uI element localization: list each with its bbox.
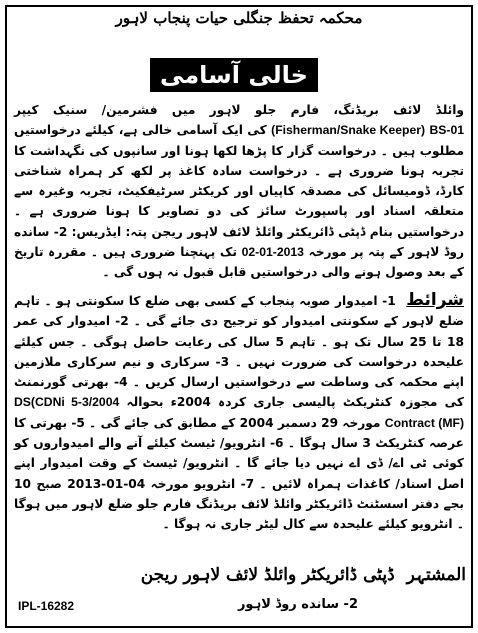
vacancy-title-banner: خالی آسامی <box>150 58 318 92</box>
grade-label: BS-01 <box>429 123 464 138</box>
department-header: محکمہ تحفظ جنگلی حیات پنجاب لاہور <box>115 9 363 27</box>
condition-4b: مورخہ 29 دسمبر 2004 کے مطابق کی جائے گی ۔ <box>89 415 381 430</box>
conditions-section <box>14 290 464 535</box>
advertiser-label: المشتہر <box>406 565 466 585</box>
condition-3: 3- سرکاری و نیم سرکاری ملازمین اپنے محکمہ کی وساطت سے درخواستیں ارسال کریں ۔ <box>14 354 464 390</box>
notice-part-1: وائلڈ لائف بریڈنگ، فارم جلو لاہور میں فشرمین/ سنیک کیپر <box>14 103 464 117</box>
conditions-heading: شرائط <box>406 290 464 310</box>
deadline-date: 02-01-2013 <box>241 245 304 260</box>
condition-5: 5- بھرتی کا عرصہ کنٹریکٹ 3 سال ہوگا ۔ <box>14 415 464 451</box>
condition-6: 6- انٹرویو/ ٹیسٹ کیلئے آنے والے امیدواروں کو کوئی ٹی اے/ ڈی اے نہیں دیا جائے گا ۔ انٹرویو/ ٹیسٹ کے وقت امیدوار اپنے اصل اسناد/ کاغذات ہمراہ لائیں ۔ <box>14 436 464 491</box>
advertiser-name: ڈپٹی ڈائریکٹر وائلڈ لائف لاہور ریجن <box>140 565 395 585</box>
advertiser-address: 2- سانده روڈ لاہور <box>237 597 358 612</box>
notice-part-3: تک پہنچنا ضروری ہیں ۔ مقررہ تاریخ کے بعد وصول ہونے والی درخواستیں قابل قبول نہ ہوں گی ۔ <box>14 245 464 280</box>
condition-2: 2- امیدوار کی عمر 18 تا 25 سال تک ہو ۔ تاہم 5 سال کی رعایت حاصل ہوگی ۔ جس کیلئے علیحدہ درخواست کی ضرورت نہیں ۔ <box>14 314 464 369</box>
policy-reference: DS(CDNi 5-3/2004 Contract (MF) <box>14 395 465 430</box>
condition-1: 1- امیدوار صوبہ پنجاب کے کسی بھی ضلع کا سکونتی ہو ۔ تاہم ضلع لاہور کے سکونتی امیدوار کو ترجیح دی جائے گی ۔ <box>14 294 465 329</box>
advertiser-line <box>12 564 466 585</box>
condition-4a: 4- بھرتی گورنمنٹ کی مجوزہ کنٹریکٹ پالیسی جاری کردہ 2004ء بحوالہ <box>14 375 465 410</box>
post-name-english: (Fisherman/Snake Keeper) <box>271 123 426 138</box>
publication-reference-code: IPL-16282 <box>18 599 75 613</box>
notice-part-2: کی ایک آسامی خالی ہے، کیلئے درخواستیں مطلوب ہیں ۔ درخواست گزار کا پڑھا لکھا ہونا اور سانپوں کی نگہداشت کا تجربہ ہونا ضروری ہے ۔ درخواست سادہ کاغذ پر لکھ کر ہمراہ شناختی کارڈ، ڈومیسائل کی مصدقہ کاپیاں اور کریکٹر سرٹیفکیٹ، تجربہ وغیرہ سے متعلقہ اسناد اور پاسپورٹ سائز کی دو تصاویر کا ہونا ضروری ہے ۔ درخواستیں بنام ڈپٹی ڈائریکٹر وائلڈ لائف لاہور ریجن پتہ: ایڈریس: 2- سانده روڈ لاہور کے پتہ پر مورخہ <box>14 123 464 260</box>
condition-7: 7- انٹرویو مورخہ 04-01-2013 صبح 10 بجے دفتر اسسٹنٹ ڈائریکٹر وائلڈ لائف بریڈنگ فارم جلو ضلع لاہور میں ہوگا ۔ انٹرویو کیلئے علیحدہ سے کال لیٹر جاری نہ ہوگا ۔ <box>14 476 464 532</box>
vacancy-notice-text <box>14 100 464 283</box>
